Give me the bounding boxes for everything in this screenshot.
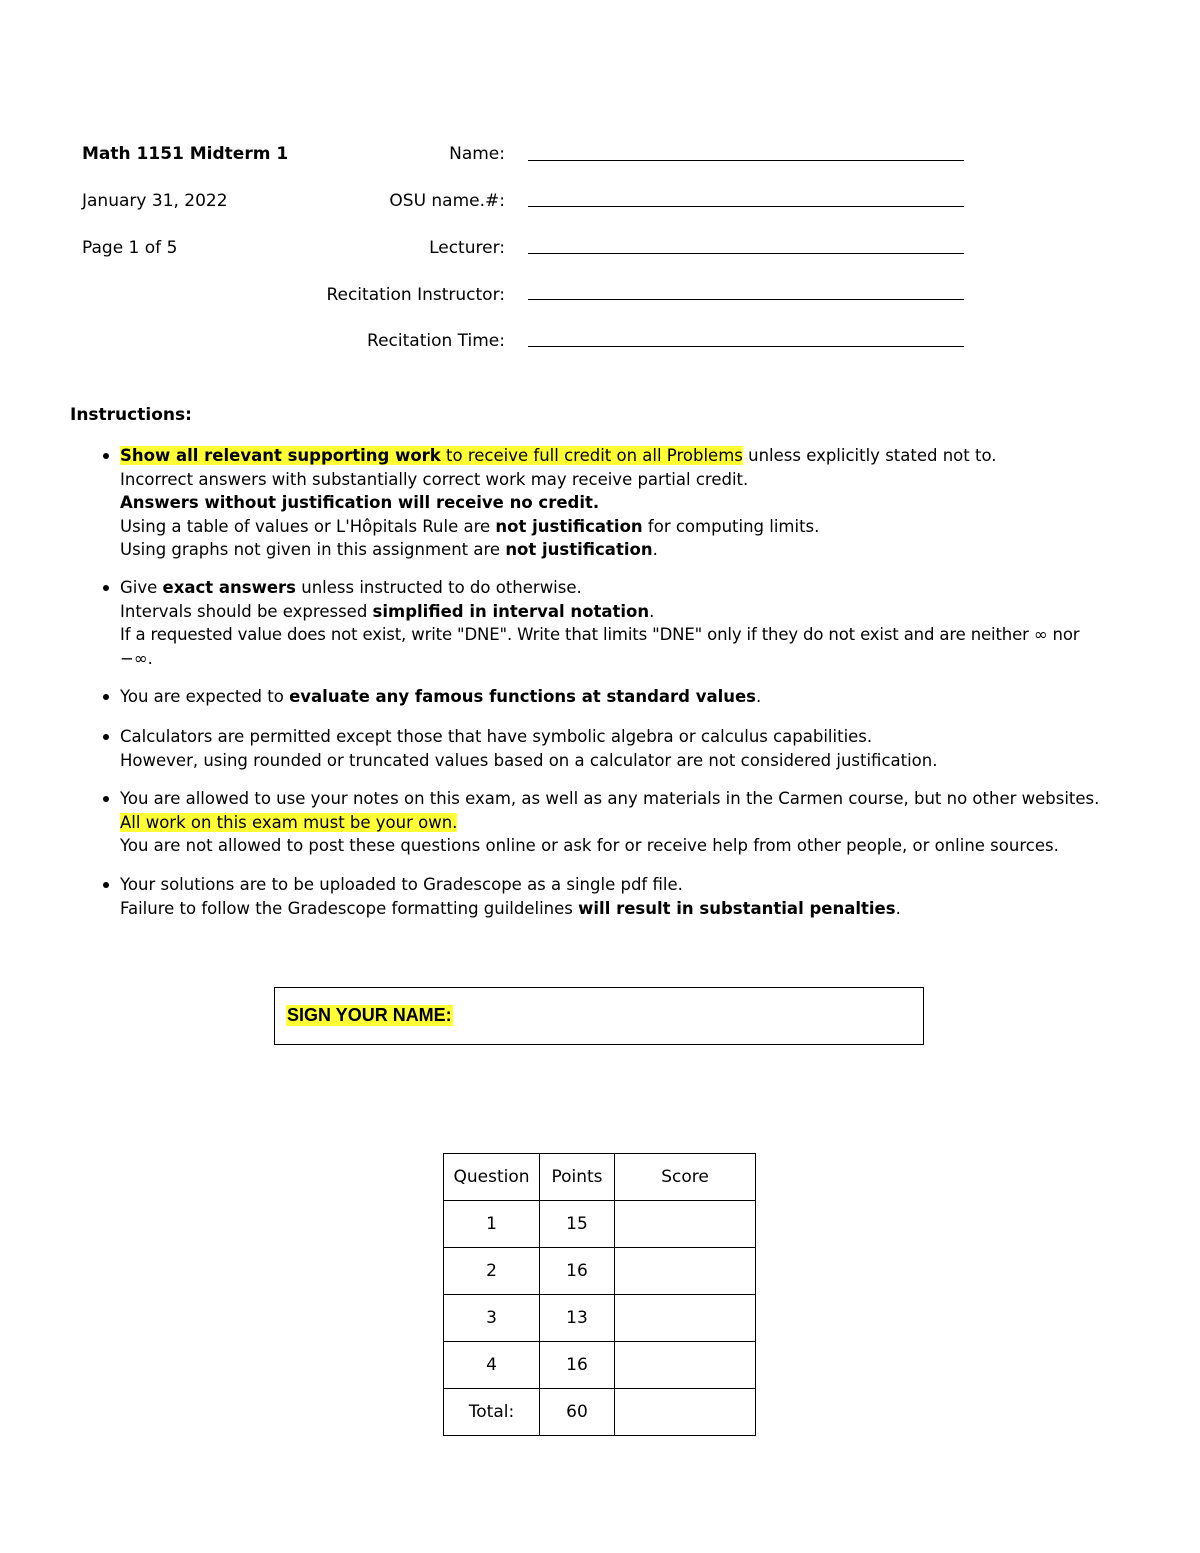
instruction-text: . (756, 687, 762, 706)
highlighted-show-work: Show all relevant supporting work (120, 446, 441, 465)
points-cell: 16 (540, 1342, 615, 1389)
question-cell: 4 (444, 1342, 540, 1389)
bullet-dot (103, 453, 109, 459)
points-cell: 15 (540, 1201, 615, 1248)
instruction-emphasis: exact answers (162, 578, 297, 597)
bullet-dot (103, 882, 109, 888)
table-row (444, 1248, 756, 1295)
instruction-item-work (120, 444, 1140, 562)
instruction-item-gradescope (120, 873, 1140, 920)
table-header-row (444, 1154, 756, 1201)
instruction-text: Answers without justification will receive no credit. (120, 493, 600, 512)
instruction-text: unless explicitly stated not to. (742, 446, 997, 465)
instruction-text: Using graphs not given in this assignment are (120, 540, 506, 559)
total-label-cell: Total: (444, 1389, 540, 1436)
exam-date: January 31, 2022 (82, 191, 228, 211)
instruction-emphasis: not justification (505, 540, 653, 559)
instruction-text: Using a table of values or L'Hôpitals Rule are (120, 516, 496, 536)
instruction-item-answers (120, 576, 1140, 670)
column-header-points: Points (540, 1154, 615, 1201)
score-cell[interactable] (615, 1295, 756, 1342)
instruction-emphasis: evaluate any famous functions at standard values (289, 687, 757, 706)
osu-name-field-label: OSU name.#: (389, 191, 505, 211)
instruction-text: Give (120, 578, 163, 597)
table-row (444, 1342, 756, 1389)
column-header-question: Question (444, 1154, 540, 1201)
instruction-emphasis: simplified in interval notation (372, 601, 650, 621)
lecturer-field-line[interactable] (528, 253, 964, 254)
recitation-time-field-label: Recitation Time: (367, 331, 505, 351)
instruction-text: . (649, 601, 655, 621)
instruction-text: Incorrect answers with substantially correct work may receive partial credit. (120, 469, 749, 489)
score-cell[interactable] (615, 1342, 756, 1389)
instruction-text: Failure to follow the Gradescope formatting guildelines (120, 898, 579, 918)
instruction-text: You are allowed to use your notes on this exam, as well as any materials in the Carmen course, but no other websites. (120, 789, 1100, 808)
instruction-text: However, using rounded or truncated values based on a calculator are not considered justification. (120, 750, 938, 770)
question-cell: 1 (444, 1201, 540, 1248)
name-field-line[interactable] (528, 160, 964, 161)
total-points-cell: 60 (540, 1389, 615, 1436)
points-cell: 13 (540, 1295, 615, 1342)
instruction-text: If a requested value does not exist, write "DNE". Write that limits "DNE" only if they do not exist and are neither ∞ nor (120, 625, 1080, 644)
instruction-text: . (652, 540, 658, 559)
question-cell: 3 (444, 1295, 540, 1342)
instruction-text: Your solutions are to be uploaded to Gradescope as a single pdf file. (120, 875, 683, 894)
column-header-score: Score (615, 1154, 756, 1201)
points-cell: 16 (540, 1248, 615, 1295)
bullet-dot (103, 585, 109, 591)
score-cell[interactable] (615, 1248, 756, 1295)
instruction-text: −∞. (120, 648, 153, 668)
instruction-text: You are not allowed to post these questions online or ask for or receive help from other people, or online sources. (120, 836, 1059, 855)
highlighted-own-work: All work on this exam must be your own. (120, 812, 458, 832)
score-cell[interactable] (615, 1201, 756, 1248)
instruction-text: unless instructed to do otherwise. (296, 578, 582, 597)
instruction-text: Calculators are permitted except those that have symbolic algebra or calculus capabilities. (120, 727, 873, 746)
course-title: Math 1151 Midterm 1 (82, 144, 289, 164)
instruction-item-calculators (120, 725, 1140, 772)
instruction-emphasis: not justification (495, 516, 643, 536)
score-table (443, 1153, 756, 1436)
table-row (444, 1201, 756, 1248)
instruction-item-famous-functions (120, 685, 1140, 709)
sign-your-name-label: SIGN YOUR NAME: (287, 1005, 452, 1025)
instruction-text: . (895, 898, 901, 918)
bullet-dot (103, 734, 109, 740)
signature-box[interactable] (274, 987, 924, 1045)
page-info: Page 1 of 5 (82, 238, 178, 258)
recitation-time-field-line[interactable] (528, 346, 964, 347)
table-row (444, 1295, 756, 1342)
question-cell: 2 (444, 1248, 540, 1295)
instruction-text: Intervals should be expressed (120, 601, 373, 621)
instructions-heading: Instructions: (70, 405, 192, 425)
instruction-text: You are expected to (120, 687, 290, 706)
name-field-label: Name: (449, 144, 505, 164)
lecturer-field-label: Lecturer: (429, 238, 505, 258)
highlighted-full-credit: to receive full credit on all Problems (440, 446, 743, 465)
bullet-dot (103, 694, 109, 700)
recitation-instructor-field-label: Recitation Instructor: (326, 285, 505, 305)
osu-name-field-line[interactable] (528, 206, 964, 207)
bullet-dot (103, 796, 109, 802)
instruction-text: for computing limits. (642, 516, 820, 536)
recitation-instructor-field-line[interactable] (528, 299, 964, 300)
total-score-cell[interactable] (615, 1389, 756, 1436)
instruction-emphasis: will result in substantial penalties (578, 898, 896, 918)
instruction-item-notes (120, 787, 1140, 858)
table-total-row (444, 1389, 756, 1436)
